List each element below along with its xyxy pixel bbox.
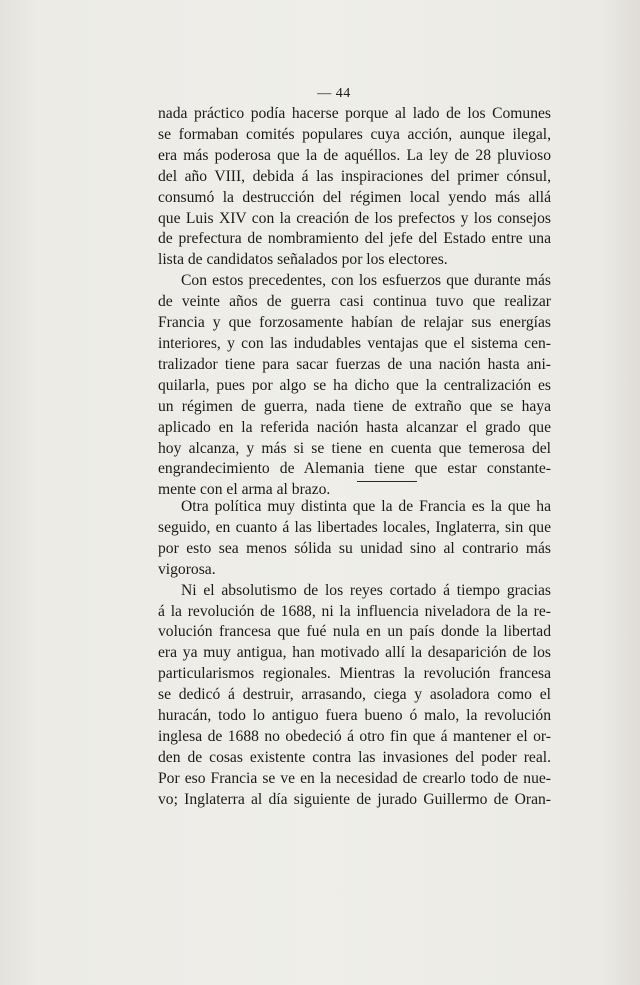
text-line: Otra política muy distinta que la de Francia es la que ha [181,498,551,515]
text-line: por esto sea menos sólida su unidad sino al contrario más [158,539,551,557]
text-line: hoy alcanza, y más si se tiene en cuenta que temerosa del [158,439,551,457]
text-line: de prefectura de nombramiento del jefe del Estado entre una [158,230,551,248]
text-line: tralizador tiene para sacar fuerzas de una nación hasta ani- [158,355,551,373]
text-line: den de cosas existente contra las invasiones del poder real. [158,748,551,766]
text-line: aplicado en la referida nación hasta alcanzar el grado que [158,418,551,436]
text-line: vigorosa. [158,560,216,578]
text-line: un régimen de guerra, nada tiene de extraño que se haya [158,397,551,415]
paragraph [158,271,551,501]
text-line: seguido, en cuanto á las libertades locales, Inglaterra, sin que [158,518,551,536]
text-line: Por eso Francia se ve en la necesidad de crearlo todo de nue- [158,769,551,787]
text-line: se dedicó á destruir, arrasando, ciega y asoladora como el [158,686,551,704]
page-number: — 44 [317,86,351,101]
text-line: del año VIII, debida á las inspiraciones del primer cónsul, [158,167,551,185]
paragraph [158,104,551,271]
text-line: interiores, y con las indudables ventajas que el sistema cen- [158,334,551,352]
paragraph [158,581,551,811]
text-line: inglesa de 1688 no obedeció á otro fin que á mantener el or- [158,727,551,745]
text-line: huracán, todo lo antiguo fuera bueno ó malo, la revolución [158,707,551,725]
text-line: particularismos regionales. Mientras la revolución francesa [158,665,551,683]
text-line: de veinte años de guerra casi continua tuvo que realizar [158,293,551,311]
text-line: mente con el arma al brazo. [158,481,331,499]
text-line: que Luis XIV con la creación de los prefectos y los consejos [158,209,551,227]
text-line: Ni el absolutismo de los reyes cortado á tiempo gracias [181,581,551,599]
text-block-upper [158,104,551,501]
text-line: volución francesa que fué nula en un país donde la libertad [158,623,551,641]
text-line: era más poderosa que la de aquéllos. La ley de 28 pluvioso [158,146,551,164]
text-line: Francia y que forzosamente habían de relajar sus energías [158,314,551,332]
section-divider [357,481,417,482]
text-line: vo; Inglaterra al día siguiente de jurado Guillermo de Oran- [158,790,551,808]
text-line: á la revolución de 1688, ni la influencia niveladora de la re- [158,602,551,620]
text-block-lower [158,497,551,811]
text-line: Con estos precedentes, con los esfuerzos que durante más [181,272,551,290]
text-line: se formaban comités populares cuya acción, aunque ilegal, [158,125,551,143]
text-line: consumó la destrucción del régimen local yendo más allá [158,188,551,206]
paragraph [158,497,551,581]
text-line: era ya muy antigua, han motivado allí la desaparición de los [158,644,551,662]
text-line: engrandecimiento de Alemania tiene que estar constante- [158,460,551,478]
text-line: quilarla, pues por algo se ha dicho que la centralización es [158,376,551,394]
text-line: lista de candidatos señalados por los electores. [158,251,448,269]
text-line: nada práctico podía hacerse porque al lado de los Comunes [158,105,551,122]
